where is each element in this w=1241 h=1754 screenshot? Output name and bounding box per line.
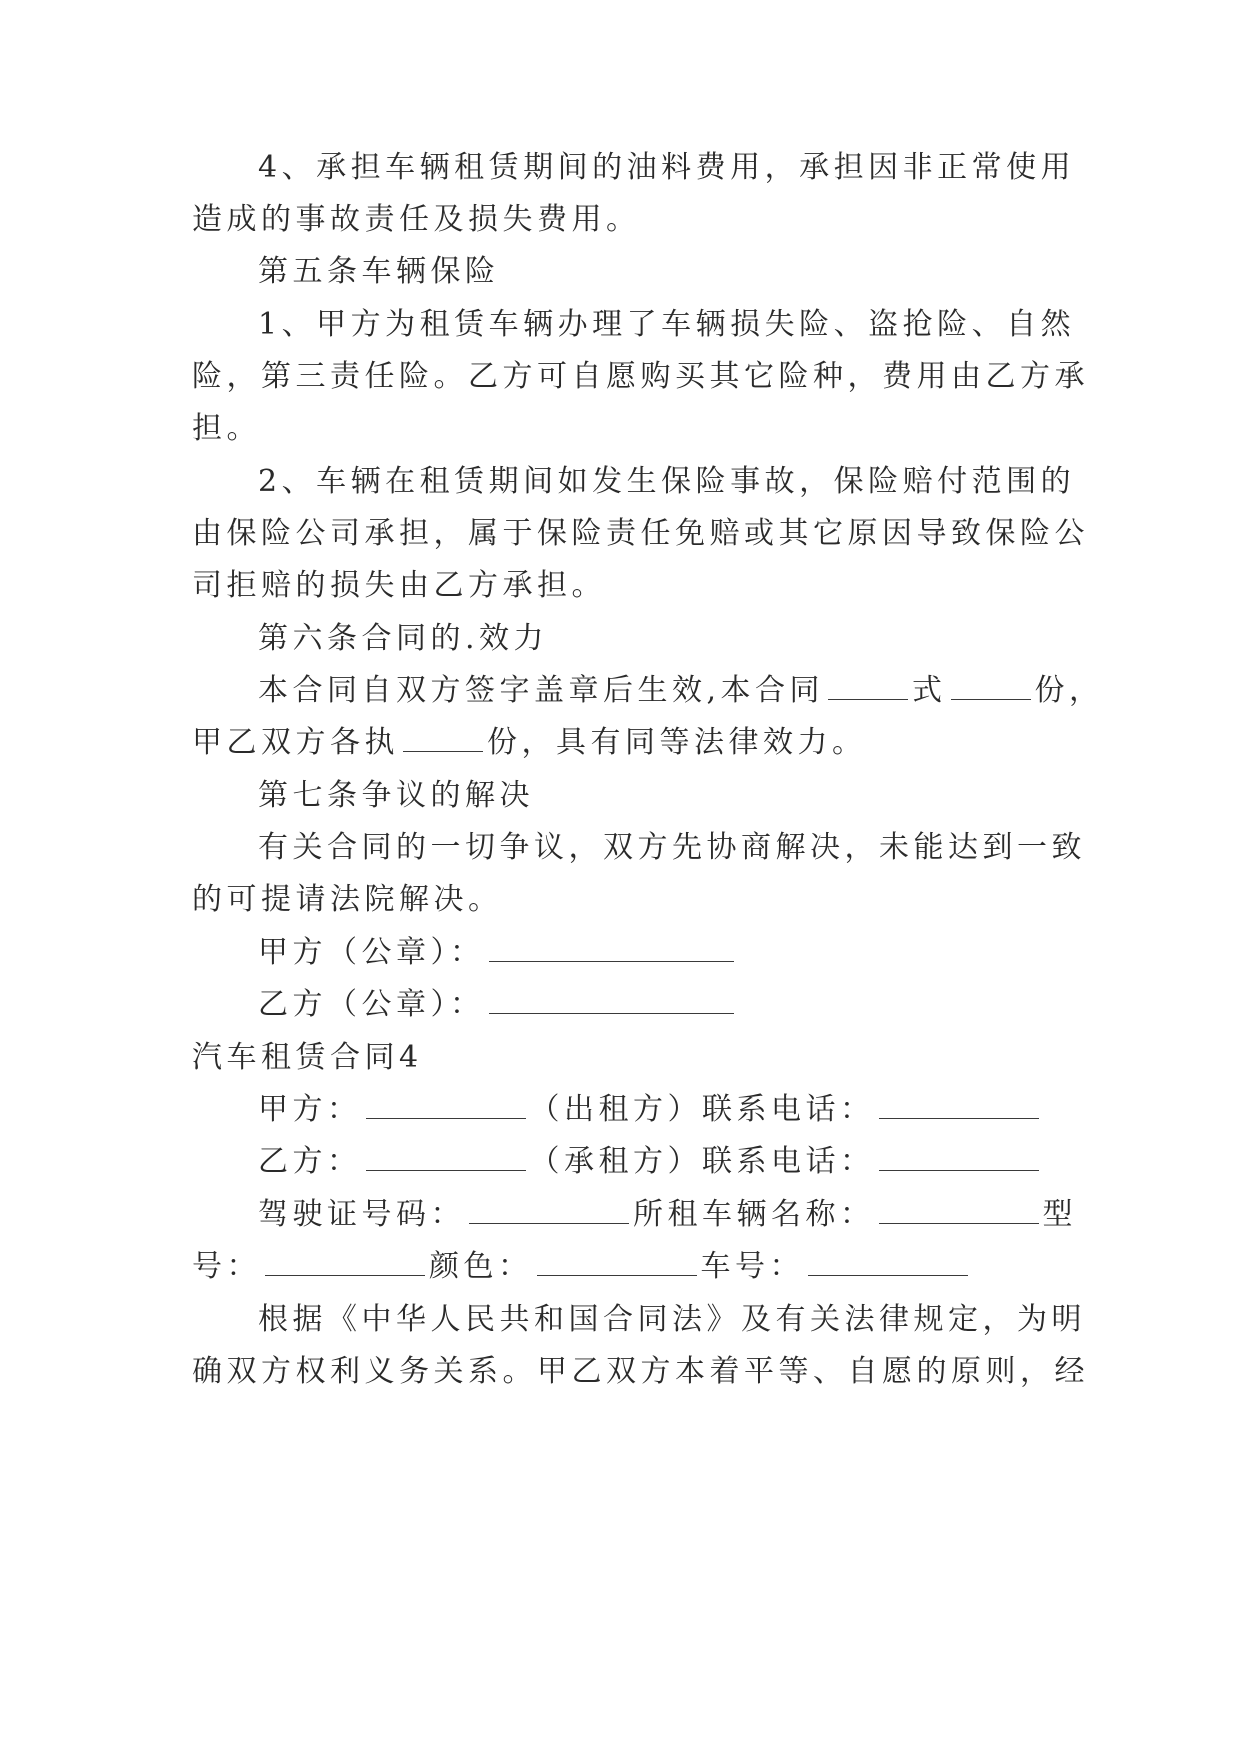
model-blank[interactable] — [265, 1247, 425, 1276]
c4-license-label: 驾驶证号码： — [258, 1197, 465, 1232]
c4-model-line — [192, 1247, 972, 1287]
party-a-seal-label: 甲方（公章）： — [258, 935, 485, 970]
a5-p2-line1: 2、车辆在租赁期间如发生保险事故，保险赔付范围的 — [258, 464, 1076, 499]
vehicle-name-blank[interactable] — [879, 1195, 1039, 1224]
c4-basis-line1: 根据《中华人民共和国合同法》及有关法律规定，为明 — [258, 1302, 1086, 1337]
copies-count-blank[interactable] — [951, 671, 1031, 700]
a5-p1-line1: 1、甲方为租赁车辆办理了车辆损失险、盗抢险、自然 — [258, 307, 1076, 342]
a5-p1-line2: 险，第三责任险。乙方可自愿购买其它险种，费用由乙方承 — [192, 359, 1089, 394]
plate-blank[interactable] — [808, 1247, 968, 1276]
a6-line2-pre: 甲乙双方各执 — [192, 725, 399, 760]
c4-color-label: 颜色： — [429, 1249, 533, 1284]
a6-line1-mid: 式 — [912, 673, 947, 708]
c4-model-label-b: 号： — [192, 1249, 261, 1284]
party-a-seal-line — [258, 933, 738, 973]
c4-party-b-line — [258, 1142, 1043, 1182]
party-b-phone-blank[interactable] — [879, 1142, 1039, 1171]
party-b-seal-blank[interactable] — [489, 985, 734, 1014]
a6-line1-pre: 本合同自双方签字盖章后生效,本合同 — [258, 673, 825, 708]
c4-lessee-label: （承租方）联系电话： — [529, 1144, 875, 1179]
party-a-name-blank[interactable] — [366, 1090, 526, 1119]
a6-line2 — [192, 723, 867, 763]
color-blank[interactable] — [537, 1247, 697, 1276]
a5-p2-line3: 司拒赔的损失由乙方承担。 — [192, 568, 606, 603]
c4-party-a-line — [258, 1090, 1043, 1130]
article5-heading: 第五条车辆保险 — [258, 254, 500, 289]
c4-model-label-a: 型 — [1042, 1197, 1077, 1232]
c4-vehicle-name-label: 所租车辆名称： — [633, 1197, 875, 1232]
a6-line2-post: 份，具有同等法律效力。 — [487, 725, 867, 760]
each-holds-blank[interactable] — [403, 723, 483, 752]
c4-party-a-label: 甲方： — [258, 1092, 362, 1127]
party-a-seal-blank[interactable] — [489, 933, 734, 962]
c4-plate-label: 车号： — [700, 1249, 804, 1284]
clause4-line1: 4、承担车辆租赁期间的油料费用，承担因非正常使用 — [258, 150, 1076, 185]
party-b-seal-label: 乙方（公章）： — [258, 987, 485, 1022]
license-number-blank[interactable] — [469, 1195, 629, 1224]
a7-line1: 有关合同的一切争议，双方先协商解决，未能达到一致 — [258, 830, 1086, 865]
c4-lessor-label: （出租方）联系电话： — [529, 1092, 875, 1127]
contract4-title: 汽车租赁合同4 — [192, 1040, 423, 1075]
article7-heading: 第七条争议的解决 — [258, 778, 534, 813]
a6-line1-post: 份， — [1034, 673, 1104, 708]
a5-p2-line2: 由保险公司承担，属于保险责任免赔或其它原因导致保险公 — [192, 516, 1089, 551]
clause4-line2: 造成的事故责任及损失费用。 — [192, 202, 641, 237]
party-a-phone-blank[interactable] — [879, 1090, 1039, 1119]
a6-line1 — [258, 671, 1104, 711]
article6-heading: 第六条合同的.效力 — [258, 621, 549, 656]
c4-license-line — [258, 1195, 1077, 1235]
party-b-name-blank[interactable] — [366, 1142, 526, 1171]
party-b-seal-line — [258, 985, 738, 1025]
a7-line2: 的可提请法院解决。 — [192, 882, 503, 917]
c4-party-b-label: 乙方： — [258, 1144, 362, 1179]
copies-blank[interactable] — [828, 671, 908, 700]
a5-p1-line3: 担。 — [192, 411, 261, 446]
c4-basis-line2: 确双方权利义务关系。甲乙双方本着平等、自愿的原则，经 — [192, 1354, 1089, 1389]
